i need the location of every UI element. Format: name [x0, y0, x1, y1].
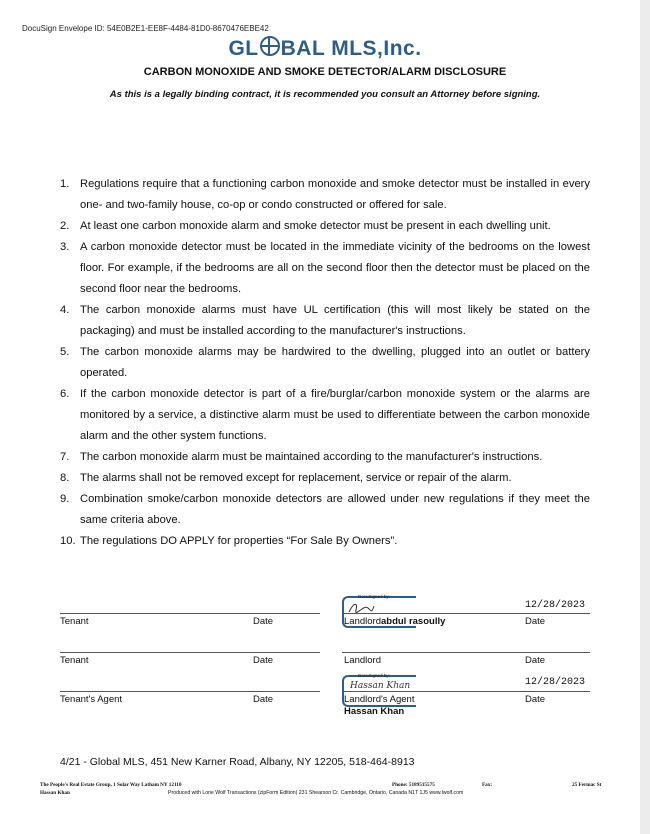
form-footer: 4/21 - Global MLS, 451 New Karner Road, Albany, NY 12205, 518-464-8913: [60, 756, 415, 768]
item-text: Regulations require that a functioning carbon monoxide and smoke detector must be installed in every one- and two-family house, co-op or condo constructed or offered for sale.: [80, 178, 590, 211]
docusigned-by-label: DocuSigned by:: [358, 594, 390, 599]
landlord-date-value: 12/28/2023: [525, 600, 586, 611]
envelope-id: DocuSign Envelope ID: 54E0B2E1-EE8F-4484-81D0-8670476EBE42: [22, 24, 269, 33]
tenant2-signature-line[interactable]: [60, 652, 320, 653]
globe-icon: [260, 36, 280, 56]
list-item: [60, 216, 590, 237]
list-item: [60, 468, 590, 489]
landlord-signature-line[interactable]: [342, 613, 590, 614]
landlord-label: [344, 616, 445, 627]
list-item: [60, 300, 590, 342]
landlords-agent-label: Landlord's Agent: [344, 694, 415, 705]
landlord2-date-label: Date: [525, 655, 546, 666]
tenants-agent-date-label: Date: [253, 694, 274, 705]
agent-signature-scribble: Hassan Khan: [350, 681, 411, 691]
item-number: 10.: [60, 535, 76, 547]
item-text: A carbon monoxide detector must be located in the immediate vicinity of the bedrooms on the lowest floor. For example, if the bedrooms are all on the second floor then the detector must be placed on the second floor near the bedrooms.: [80, 241, 590, 295]
list-item: [60, 174, 590, 216]
item-number: 3.: [60, 241, 70, 253]
tenants-agent-signature-line[interactable]: [60, 691, 320, 692]
item-text: The carbon monoxide alarms may be hardwired to the dwelling, plugged into an outlet or battery operated.: [80, 346, 590, 379]
item-number: 2.: [60, 220, 70, 232]
list-item: [60, 237, 590, 300]
tenant2-label: Tenant: [60, 655, 89, 666]
list-item: [60, 531, 590, 552]
tenant2-date-label: Date: [253, 655, 274, 666]
item-number: 5.: [60, 346, 70, 358]
landlord-name: abdul rasoully: [380, 616, 446, 627]
agent-name: Hassan Khan: [344, 706, 405, 717]
list-item: [60, 342, 590, 384]
list-item: [60, 384, 590, 447]
item-text: The carbon monoxide alarm must be maintained according to the manufacturer's instructions.: [80, 451, 543, 463]
logo-text-start: GL: [228, 37, 259, 60]
landlord2-signature-line[interactable]: [342, 652, 590, 653]
docusigned-by-label-agent: DocuSigned by:: [358, 673, 390, 678]
item-number: 4.: [60, 304, 70, 316]
brokerage-info: The People's Real Estate Group, 1 Solar Way Latham NY 12110: [40, 782, 182, 788]
landlords-agent-signature-line[interactable]: [342, 691, 590, 692]
landlord-date-label: Date: [525, 616, 546, 627]
item-text: The regulations DO APPLY for properties “For Sale By Owners”.: [80, 535, 398, 547]
regulations-list: [60, 174, 590, 552]
tenant-signature-line[interactable]: [60, 613, 320, 614]
landlord2-label: Landlord: [344, 655, 381, 666]
item-number: 8.: [60, 472, 70, 484]
tenant-label: Tenant: [60, 616, 89, 627]
company-logo: [0, 36, 650, 61]
item-number: 6.: [60, 388, 70, 400]
item-text: The alarms shall not be removed except for replacement, service or repair of the alarm.: [80, 472, 512, 484]
item-text: At least one carbon monoxide alarm and smoke detector must be present in each dwelling unit.: [80, 220, 551, 232]
list-item: [60, 447, 590, 468]
legal-notice: As this is a legally binding contract, it is recommended you consult an Attorney before signing.: [109, 89, 541, 100]
item-text: Combination smoke/carbon monoxide detectors are allowed under new regulations if they meet the same criteria above.: [80, 493, 590, 526]
item-number: 7.: [60, 451, 70, 463]
document-title: CARBON MONOXIDE AND SMOKE DETECTOR/ALARM DISCLOSURE: [143, 66, 507, 78]
item-number: 9.: [60, 493, 70, 505]
property-address: 25 Fermac St: [572, 782, 602, 788]
tenant-date-label: Date: [253, 616, 274, 627]
footer-agent: Hassan Khan: [40, 790, 70, 796]
landlords-agent-date-label: Date: [525, 694, 546, 705]
logo-text-end: BAL MLS,Inc.: [280, 37, 422, 60]
item-number: 1.: [60, 178, 70, 190]
produced-with: Produced with Lone Wolf Transactions (zipForm Edition) 231 Shearson Cr. Cambridge, Ontario, Canada N1T 1J5 www.lwolf.com: [168, 790, 464, 796]
tenants-agent-label: Tenant's Agent: [60, 694, 123, 705]
agent-date-value: 12/28/2023: [525, 677, 586, 688]
brokerage-fax: Fax:: [482, 782, 493, 788]
item-text: If the carbon monoxide detector is part of a fire/burglar/carbon monoxide system or the alarms are monitored by a service, a distinctive alarm must be used to differentiate between the carbon monoxide alarm and the other system functions.: [80, 388, 590, 442]
item-text: The carbon monoxide alarms must have UL certification (this will most likely be stated on the packaging) and must be installed according to the manufacturer's instructions.: [80, 304, 590, 337]
brokerage-phone: Phone: 5189515575: [392, 782, 435, 788]
list-item: [60, 489, 590, 531]
landlord-prefix: Landlord: [344, 616, 381, 627]
